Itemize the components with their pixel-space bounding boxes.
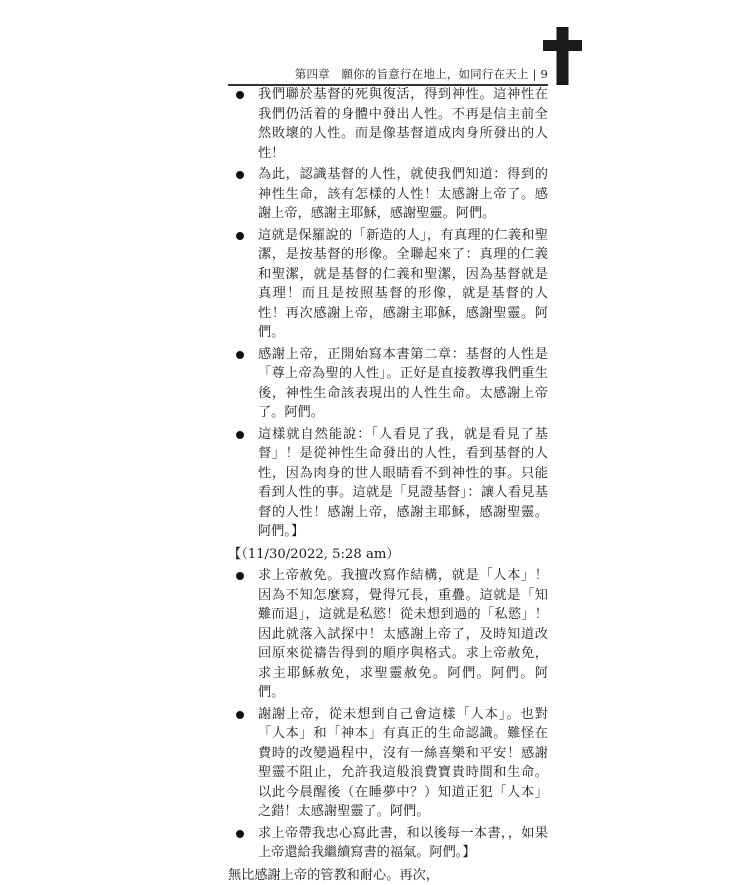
list-item-text: 謝謝上帝，從未想到自己會這樣「人本」。也對「人本」和「神本」有真正的生命認識。難怪在費時的改變過程中，沒有一絲喜樂和平安！感謝聖靈不阻止，允許我這般浪費寶貴時間和生命。以此今晨醒後（在睡夢中？）知道正犯「人本」之錯！太感謝聖靈了。阿們。 xyxy=(258,707,548,820)
list-item-text: 我們聯於基督的死與復活，得到神性。這神性在我們仍活着的身體中發出人性。不再是信主前全然敗壞的人性。而是像基督道成肉身所發出的人性！ xyxy=(258,87,548,161)
entry-date: （11/30/2022, 5:28 am） xyxy=(241,547,399,562)
list-item xyxy=(228,345,548,423)
cross-vertical-beam xyxy=(557,27,569,85)
list-item-text: 為此，認識基督的人性，就使我們知道：得到的神性生命，該有怎樣的人性！太感謝上帝了。感謝上帝，感謝主耶穌，感謝聖靈。阿們。 xyxy=(258,167,548,221)
page-content xyxy=(228,85,548,885)
list-item-text: 求上帝赦免。我擅改寫作結構，就是「人本」！因為不知怎麼寫，覺得冗長，重疊。這就是「知難而退」，這就是私慾！從未想到過的「私慾」！因此就落入試探中！太感謝上帝了，及時知道改回原來從禱告得到的順序與格式。求上帝赦免，求主耶穌赦免，求聖靈赦免。阿們。阿們。阿們。 xyxy=(258,568,548,700)
bullet-icon xyxy=(236,830,244,838)
chapter-title: 願你的旨意行在地上，如同行在天上 xyxy=(341,67,528,81)
list-item-text: 這樣就自然能說：「人看見了我，就是看見了基督」！是從神性生命發出的人性，看到基督的人性，因為肉身的世人眼睛看不到神性的事。只能看到人性的事。這就是「見證基督」：讓人看見基督的人性！感謝上帝，感謝主耶穌，感謝聖靈。阿們。】 xyxy=(258,427,548,540)
page-number: 9 xyxy=(540,67,548,81)
bullet-icon xyxy=(236,351,244,359)
list-item xyxy=(228,425,548,542)
bullet-icon xyxy=(236,91,244,99)
list-item xyxy=(228,705,548,822)
bullet-icon xyxy=(236,711,244,719)
bullet-list-2 xyxy=(228,566,548,863)
list-item-text: 求上帝帶我忠心寫此書，和以後每一本書，，如果上帝還給我繼續寫書的福氣。阿們。】 xyxy=(258,826,548,861)
list-item-text: 這就是保羅說的「新造的人」，有真理的仁義和聖潔，是按基督的形像。全聯起來了：真理的仁義和聖潔，就是基督的仁義和聖潔，因為基督就是真理！而且是按照基督的形像，就是基督的人性！再次感謝上帝，感謝主耶穌，感謝聖靈。阿們。 xyxy=(258,228,548,341)
bullet-icon xyxy=(236,431,244,439)
list-item-text: 感謝上帝，正開始寫本書第二章：基督的人性是「尊上帝為聖的人性」。正好是直接教導我們重生後，神性生命該表現出的人性生命。太感謝上帝了。阿們。 xyxy=(258,347,548,421)
list-item xyxy=(228,566,548,703)
chapter-label: 第四章 xyxy=(295,67,330,81)
bullet-icon xyxy=(236,171,244,179)
header-separator: | xyxy=(533,67,537,81)
bullet-icon xyxy=(236,572,244,580)
list-item xyxy=(228,824,548,863)
list-item xyxy=(228,226,548,343)
entry-header xyxy=(228,545,548,565)
bullet-icon xyxy=(236,232,244,240)
cross-horizontal-beam xyxy=(543,40,582,51)
running-header xyxy=(228,66,548,82)
list-item xyxy=(228,165,548,224)
bullet-list-1 xyxy=(228,85,548,542)
entry-bracket: 【 xyxy=(228,547,241,562)
list-item xyxy=(228,85,548,163)
closing-paragraph: 無比感謝上帝的管教和耐心。再次， xyxy=(228,866,548,885)
